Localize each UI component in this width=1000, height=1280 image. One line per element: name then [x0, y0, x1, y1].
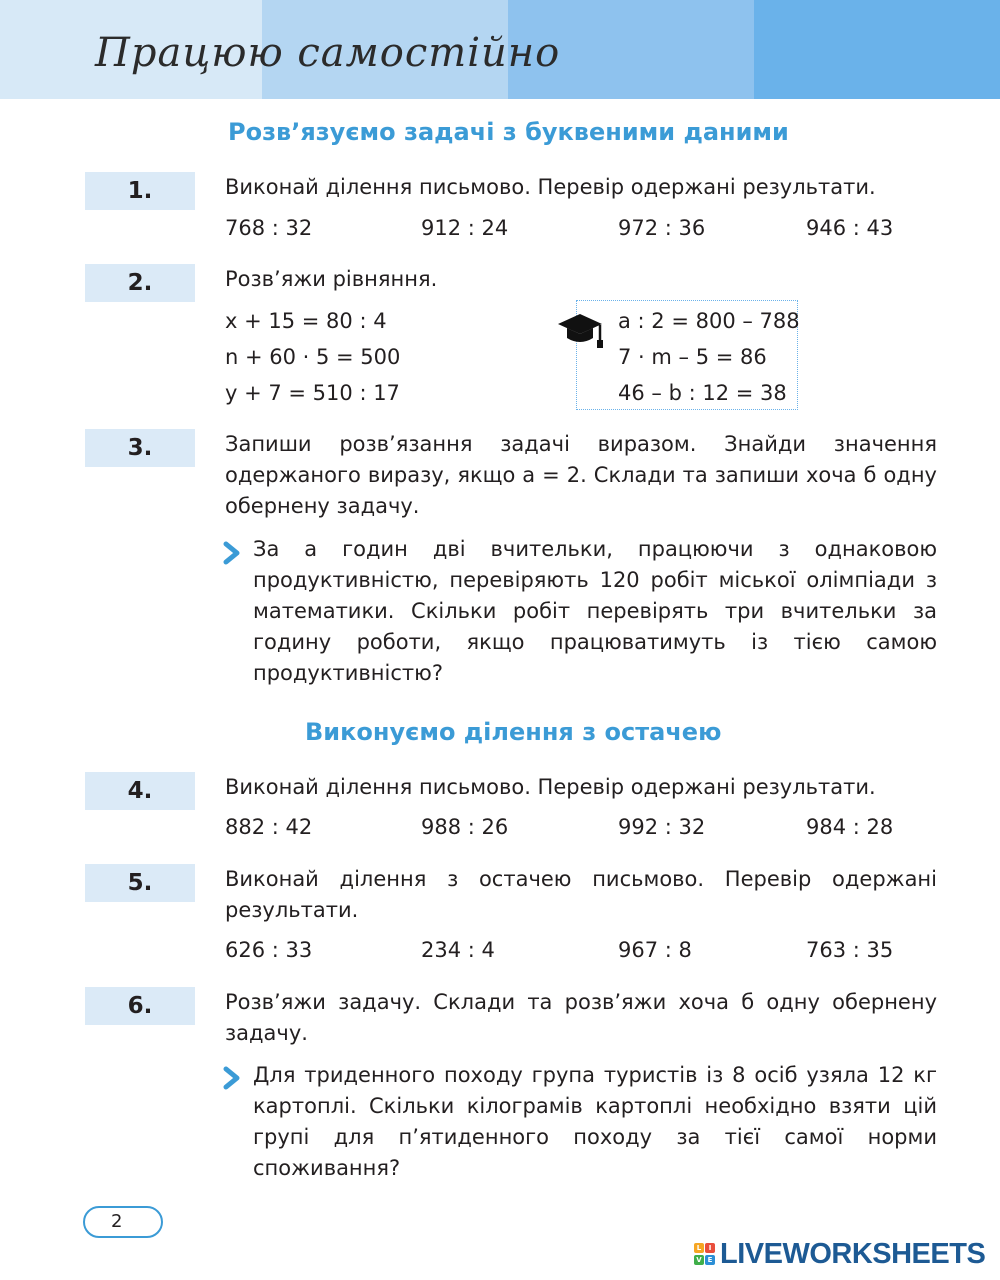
expression: 946 : 43	[806, 216, 894, 240]
expression: 972 : 36	[618, 216, 706, 240]
graduation-cap-icon	[556, 310, 608, 350]
task-1-expressions	[225, 213, 925, 243]
chevron-right-icon	[222, 1066, 242, 1090]
equation: 46 – b : 12 = 38	[618, 381, 787, 405]
expression: 912 : 24	[421, 216, 509, 240]
task-number-3: 3.	[85, 429, 195, 467]
equation: 7 · m – 5 = 86	[618, 345, 767, 369]
header-banner	[0, 0, 1000, 99]
expression: 234 : 4	[421, 938, 495, 962]
task-6-text: Розв’яжи задачу. Склади та розв’яжи хоча б одну обернену задачу.	[225, 990, 937, 1045]
expression: 763 : 35	[806, 938, 894, 962]
equation: n + 60 · 5 = 500	[225, 345, 401, 369]
task-2-text: Розв’яжи рівняння.	[225, 267, 438, 291]
expression: 988 : 26	[421, 815, 509, 839]
expression: 967 : 8	[618, 938, 692, 962]
task-4-text: Виконай ділення письмово. Перевір одержані результати.	[225, 775, 876, 799]
task-3-text: Запиши розв’язання задачі виразом. Знайди значення одержаного виразу, якщо a = 2. Склади та запиши хоча б одну обернену задачу.	[225, 432, 937, 518]
task-number-1: 1.	[85, 172, 195, 210]
page-number: 2	[83, 1206, 163, 1238]
equation: a : 2 = 800 – 788	[618, 309, 800, 333]
banner-band-4	[754, 0, 1000, 99]
task-4-expressions	[225, 812, 925, 842]
expression: 984 : 28	[806, 815, 894, 839]
chevron-right-icon	[222, 541, 242, 565]
liveworksheets-logo: L I V E LIVEWORKSHEETS	[692, 1240, 992, 1274]
logo-text: LIVEWORKSHEETS	[720, 1238, 986, 1270]
section-title-division-remainder: Виконуємо ділення з остачею	[305, 718, 722, 746]
task-number-6: 6.	[85, 987, 195, 1025]
expression: 768 : 32	[225, 216, 313, 240]
equation: x + 15 = 80 : 4	[225, 309, 387, 333]
task-1-text: Виконай ділення письмово. Перевір одержані результати.	[225, 175, 876, 199]
task-6-problem: Для триденного походу група туристів із 8 осіб узяла 12 кг картоплі. Скільки кілограмів картоплі необхідно взяти цій групі для п’ятиденного походу за тієї самої норми споживання?	[253, 1063, 937, 1180]
expression: 992 : 32	[618, 815, 706, 839]
expression: 882 : 42	[225, 815, 313, 839]
section-title-letter-data: Розв’язуємо задачі з буквеними даними	[228, 118, 789, 146]
expression: 626 : 33	[225, 938, 313, 962]
task-3-problem: За a годин дві вчительки, працюючи з однаковою продуктивністю, перевіряють 120 робіт міської олімпіади з математики. Скільки робіт перевірять три вчительки за годину роботи, якщо працюватимуть із тією самою продуктивністю?	[253, 537, 937, 685]
equation: y + 7 = 510 : 17	[225, 381, 400, 405]
task-number-2: 2.	[85, 264, 195, 302]
task-number-4: 4.	[85, 772, 195, 810]
page-title: Працюю самостійно	[95, 30, 561, 76]
task-5-expressions	[225, 935, 925, 965]
task-number-5: 5.	[85, 864, 195, 902]
task-5-text: Виконай ділення з остачею письмово. Перевір одержані результати.	[225, 867, 937, 922]
